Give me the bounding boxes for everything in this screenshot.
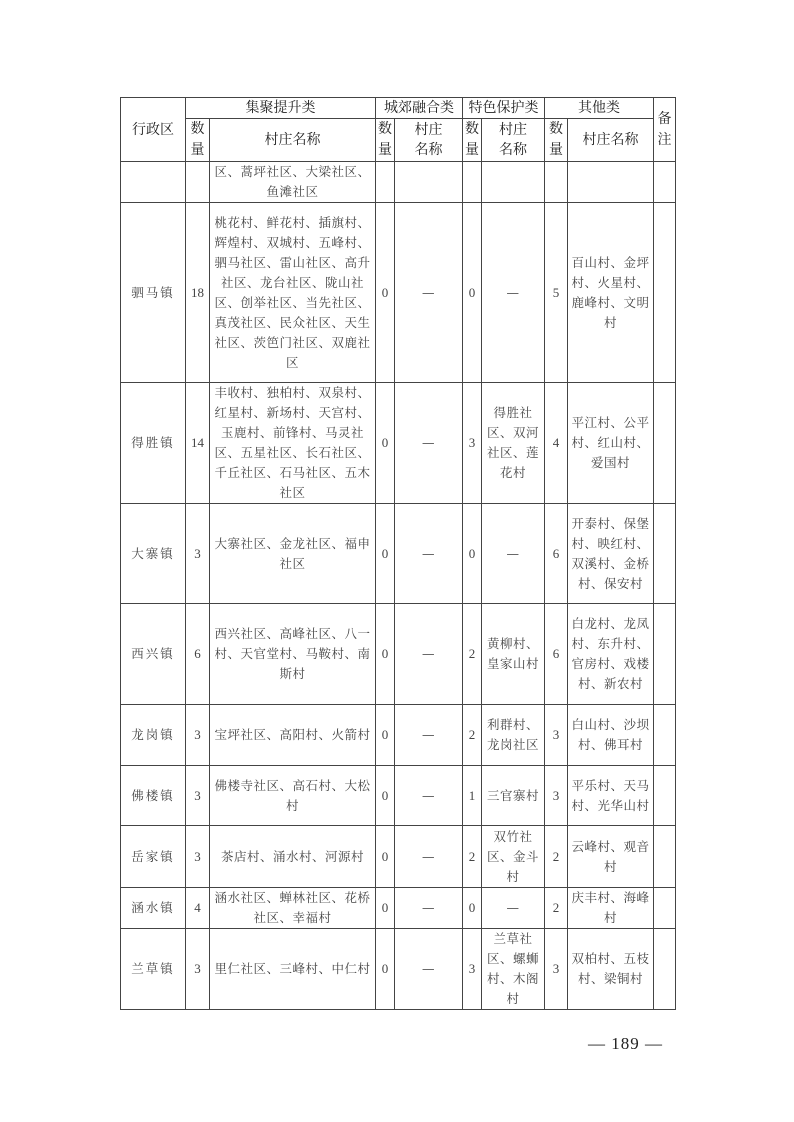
- district-cell: [121, 929, 186, 1010]
- header-group-heritage: 特色保护类: [463, 98, 545, 119]
- suburban-names-cell: [395, 604, 463, 705]
- other-names-cell-text: 白山村、沙坝村、佛耳村: [571, 717, 650, 752]
- suburban-names-cell-text: —: [422, 961, 435, 976]
- heritage-names-cell: [482, 705, 545, 766]
- other-count-cell: [545, 766, 568, 826]
- district-cell-text: 龙岗镇: [131, 727, 175, 742]
- heritage-names-cell-text: 兰草社区、螺蛳村、木阁村: [486, 931, 539, 1006]
- heritage-count-cell: [463, 888, 482, 929]
- suburban-names-cell: [395, 705, 463, 766]
- heritage-names-cell: [482, 766, 545, 826]
- heritage-names-cell: [482, 929, 545, 1010]
- suburban-names-cell-text: —: [422, 284, 435, 300]
- cluster-names-cell: [210, 604, 376, 705]
- header-cluster-names: 村庄名称: [210, 119, 376, 162]
- cluster-names-cell-text: 西兴社区、高峰社区、八一村、天官堂村、马鞍村、南斯村: [214, 626, 371, 681]
- other-count-cell-text: 2: [552, 848, 560, 864]
- other-count-cell: [545, 705, 568, 766]
- suburban-count-cell: [376, 826, 395, 888]
- heritage-count-cell: [463, 383, 482, 504]
- cluster-count-cell-text: 14: [191, 435, 204, 450]
- heritage-count-cell: [463, 162, 482, 203]
- heritage-count-cell: [463, 504, 482, 604]
- heritage-count-cell: [463, 203, 482, 383]
- suburban-count-cell: [376, 383, 395, 504]
- cluster-count-cell: [186, 929, 210, 1010]
- header-other-count: [545, 119, 568, 162]
- heritage-count-cell: [463, 826, 482, 888]
- other-count-cell-text: 4: [552, 435, 560, 450]
- suburban-count-cell: [376, 162, 395, 203]
- cluster-count-cell: [186, 162, 210, 203]
- heritage-count-cell: [463, 604, 482, 705]
- district-cell-text: 得胜镇: [131, 435, 175, 450]
- remarks-cell: [654, 888, 676, 929]
- remarks-cell: [654, 504, 676, 604]
- cluster-names-cell: [210, 929, 376, 1010]
- table-row: [121, 766, 676, 826]
- district-cell: [121, 604, 186, 705]
- table-row: [121, 929, 676, 1010]
- village-classification-table: [120, 97, 676, 1010]
- header-suburban-count: [376, 119, 395, 162]
- heritage-names-cell: [482, 162, 545, 203]
- heritage-count-cell-text: 0: [468, 284, 476, 300]
- heritage-count-cell: [463, 766, 482, 826]
- other-count-cell-text: 3: [552, 727, 560, 742]
- district-cell: [121, 766, 186, 826]
- other-count-cell-text: 6: [552, 545, 560, 561]
- cluster-names-cell: [210, 203, 376, 383]
- heritage-names-cell-text: 得胜社区、双河社区、莲花村: [486, 405, 539, 480]
- heritage-names-cell-text: —: [506, 900, 520, 915]
- heritage-names-cell: [482, 604, 545, 705]
- header-remarks-text: 备注: [657, 110, 672, 148]
- remarks-cell: [654, 705, 676, 766]
- district-cell-text: 驷马镇: [131, 284, 175, 300]
- suburban-count-cell-text: 0: [381, 961, 389, 976]
- suburban-count-cell-text: 0: [381, 646, 389, 661]
- other-count-cell: [545, 888, 568, 929]
- suburban-names-cell-text: —: [422, 646, 435, 661]
- heritage-count-cell-text: 0: [468, 545, 476, 561]
- other-count-cell: [545, 383, 568, 504]
- cluster-names-cell-text: 里仁社区、三峰村、中仁村: [214, 961, 371, 976]
- cluster-names-cell: [210, 888, 376, 929]
- cluster-names-cell: [210, 705, 376, 766]
- suburban-names-cell: [395, 383, 463, 504]
- heritage-names-cell: [482, 383, 545, 504]
- suburban-count-cell-text: 0: [381, 727, 389, 742]
- header-district: 行政区: [121, 98, 186, 162]
- suburban-count-cell-text: 0: [381, 900, 389, 915]
- cluster-names-cell-text: 涵水社区、蝉林社区、花桥社区、幸福村: [214, 890, 371, 925]
- heritage-count-cell: [463, 929, 482, 1010]
- heritage-names-cell: [482, 504, 545, 604]
- other-count-cell-text: 6: [552, 646, 560, 661]
- header-count-text: 数量: [190, 121, 205, 158]
- heritage-names-cell-text: 双竹社区、金斗村: [486, 828, 539, 884]
- cluster-count-cell-text: 4: [194, 900, 201, 915]
- heritage-count-cell-text: 3: [468, 961, 476, 976]
- remarks-cell: [654, 162, 676, 203]
- header-heritage-names: [482, 119, 545, 162]
- other-names-cell: [568, 383, 654, 504]
- cluster-count-cell-text: 18: [191, 284, 204, 300]
- remarks-cell: [654, 826, 676, 888]
- header-count-text: 数量: [549, 121, 563, 158]
- table-row: [121, 705, 676, 766]
- heritage-count-cell: [463, 705, 482, 766]
- suburban-names-cell-text: —: [422, 545, 435, 561]
- suburban-names-cell: [395, 162, 463, 203]
- cluster-count-cell: [186, 383, 210, 504]
- other-names-cell: [568, 826, 654, 888]
- heritage-count-cell-text: 2: [468, 646, 476, 661]
- district-cell-text: 岳家镇: [131, 848, 175, 864]
- cluster-names-cell-text: 宝坪社区、高阳村、火箭村: [214, 727, 371, 742]
- other-names-cell-text: 平乐村、天马村、光华山村: [571, 777, 650, 813]
- suburban-names-cell-text: —: [422, 727, 435, 742]
- suburban-count-cell: [376, 203, 395, 383]
- header-names-text: 村庄名称: [499, 122, 527, 158]
- district-cell: [121, 383, 186, 504]
- other-count-cell: [545, 929, 568, 1010]
- other-names-cell-text: 平江村、公平村、红山村、爱国村: [571, 415, 650, 470]
- header-other-names: 村庄名称: [568, 119, 654, 162]
- suburban-count-cell: [376, 604, 395, 705]
- header-heritage-count: [463, 119, 482, 162]
- suburban-count-cell-text: 0: [381, 435, 389, 450]
- heritage-count-cell-text: 2: [468, 848, 476, 864]
- suburban-names-cell: [395, 766, 463, 826]
- other-names-cell: [568, 705, 654, 766]
- other-count-cell: [545, 162, 568, 203]
- cluster-names-cell: [210, 826, 376, 888]
- cluster-count-cell: [186, 504, 210, 604]
- suburban-count-cell-text: 0: [381, 787, 389, 803]
- other-names-cell-text: 双柏村、五枝村、梁铜村: [571, 951, 650, 986]
- other-names-cell: [568, 766, 654, 826]
- suburban-names-cell: [395, 504, 463, 604]
- suburban-count-cell: [376, 705, 395, 766]
- header-remarks: [654, 98, 676, 162]
- table-row: [121, 162, 676, 203]
- cluster-names-cell: [210, 504, 376, 604]
- cluster-count-cell: [186, 766, 210, 826]
- district-cell: [121, 504, 186, 604]
- cluster-names-cell: [210, 383, 376, 504]
- suburban-count-cell: [376, 929, 395, 1010]
- other-count-cell-text: 3: [552, 961, 560, 976]
- header-cluster-count: [186, 119, 210, 162]
- cluster-count-cell-text: 3: [194, 848, 201, 864]
- heritage-names-cell-text: 三官寨村: [486, 787, 539, 803]
- cluster-count-cell: [186, 203, 210, 383]
- district-cell-text: 涵水镇: [131, 900, 175, 915]
- table-row: [121, 888, 676, 929]
- cluster-names-cell-text: 桃花村、鲜花村、插旗村、辉煌村、双城村、五峰村、驷马社区、雷山社区、高升社区、龙台社区、陇山社区、创举社区、当先社区、真茂社区、民众社区、天生社区、茨笆门社区、双鹿社区: [214, 214, 371, 370]
- suburban-names-cell: [395, 203, 463, 383]
- other-count-cell: [545, 203, 568, 383]
- remarks-cell: [654, 929, 676, 1010]
- header-group-suburban: 城郊融合类: [376, 98, 463, 119]
- cluster-names-cell-text: 区、蒿坪社区、大梁社区、鱼滩社区: [214, 164, 371, 199]
- district-cell: [121, 203, 186, 383]
- cluster-count-cell-text: 3: [194, 787, 201, 803]
- other-names-cell: [568, 162, 654, 203]
- district-cell: [121, 888, 186, 929]
- cluster-names-cell: [210, 766, 376, 826]
- heritage-names-cell: [482, 826, 545, 888]
- heritage-names-cell: [482, 203, 545, 383]
- header-count-text: 数量: [465, 121, 479, 158]
- other-names-cell-text: 云峰村、观音村: [571, 838, 650, 874]
- district-cell-text: 兰草镇: [131, 961, 175, 976]
- heritage-count-cell-text: 3: [468, 435, 476, 450]
- cluster-count-cell-text: 3: [194, 727, 201, 742]
- suburban-names-cell: [395, 826, 463, 888]
- suburban-names-cell-text: —: [422, 848, 435, 864]
- cluster-count-cell: [186, 705, 210, 766]
- other-count-cell: [545, 504, 568, 604]
- heritage-names-cell: [482, 888, 545, 929]
- district-cell-text: 佛楼镇: [131, 787, 175, 803]
- district-cell-text: 西兴镇: [131, 646, 175, 661]
- suburban-names-cell: [395, 888, 463, 929]
- remarks-cell: [654, 203, 676, 383]
- heritage-names-cell-text: 利群村、龙岗社区: [486, 717, 539, 752]
- suburban-count-cell: [376, 504, 395, 604]
- district-cell: [121, 162, 186, 203]
- suburban-names-cell-text: —: [422, 435, 435, 450]
- district-cell-text: 大寨镇: [131, 545, 175, 561]
- suburban-count-cell-text: 0: [381, 545, 389, 561]
- remarks-cell: [654, 604, 676, 705]
- suburban-count-cell-text: 0: [381, 284, 389, 300]
- other-count-cell: [545, 604, 568, 705]
- cluster-count-cell: [186, 604, 210, 705]
- district-cell: [121, 705, 186, 766]
- other-names-cell: [568, 504, 654, 604]
- cluster-names-cell: [210, 162, 376, 203]
- heritage-count-cell-text: 2: [468, 727, 476, 742]
- other-names-cell-text: 百山村、金坪村、火星村、鹿峰村、文明村: [571, 254, 650, 330]
- suburban-count-cell: [376, 888, 395, 929]
- other-count-cell-text: 3: [552, 787, 560, 803]
- other-names-cell: [568, 203, 654, 383]
- remarks-cell: [654, 383, 676, 504]
- cluster-names-cell-text: 大寨社区、金龙社区、福申社区: [214, 535, 371, 571]
- heritage-count-cell-text: 0: [468, 900, 476, 915]
- suburban-names-cell-text: —: [422, 787, 435, 803]
- page-number: — 189 —: [588, 1034, 663, 1053]
- heritage-names-cell-text: —: [506, 545, 520, 561]
- other-count-cell-text: 2: [552, 900, 560, 915]
- district-cell: [121, 826, 186, 888]
- other-count-cell-text: 5: [552, 284, 560, 300]
- cluster-count-cell-text: 3: [194, 961, 201, 976]
- other-count-cell: [545, 826, 568, 888]
- header-names-text: 村庄名称: [414, 122, 443, 158]
- cluster-count-cell-text: 3: [194, 545, 201, 561]
- suburban-count-cell-text: 0: [381, 848, 389, 864]
- header-group-cluster: 集聚提升类: [186, 98, 376, 119]
- cluster-count-cell: [186, 826, 210, 888]
- suburban-names-cell: [395, 929, 463, 1010]
- table-row: [121, 604, 676, 705]
- header-group-other: 其他类: [545, 98, 654, 119]
- header-count-text: 数量: [378, 121, 392, 158]
- other-names-cell: [568, 604, 654, 705]
- table-row: [121, 383, 676, 504]
- other-names-cell: [568, 888, 654, 929]
- suburban-count-cell: [376, 766, 395, 826]
- table-row: [121, 826, 676, 888]
- other-names-cell: [568, 929, 654, 1010]
- heritage-names-cell-text: —: [506, 284, 520, 300]
- header-suburban-names: [395, 119, 463, 162]
- heritage-names-cell-text: 黄柳村、皇家山村: [486, 636, 539, 671]
- cluster-names-cell-text: 丰收村、独柏村、双泉村、红星村、新场村、天宫村、玉鹿村、前锋村、马灵社区、五星社区、长石社区、千丘社区、石马社区、五木社区: [214, 385, 371, 500]
- cluster-names-cell-text: 佛楼寺社区、高石村、大松村: [214, 777, 371, 813]
- table-row: [121, 203, 676, 383]
- suburban-names-cell-text: —: [422, 900, 435, 915]
- heritage-count-cell-text: 1: [468, 787, 476, 803]
- cluster-names-cell-text: 茶店村、涌水村、河源村: [220, 848, 364, 864]
- other-names-cell-text: 庆丰村、海峰村: [571, 890, 650, 925]
- other-names-cell-text: 开泰村、保堡村、映红村、双溪村、金桥村、保安村: [571, 515, 650, 591]
- remarks-cell: [654, 766, 676, 826]
- other-names-cell-text: 白龙村、龙凤村、东升村、官房村、戏楼村、新农村: [571, 616, 650, 691]
- cluster-count-cell: [186, 888, 210, 929]
- cluster-count-cell-text: 6: [194, 646, 201, 661]
- table-row: [121, 504, 676, 604]
